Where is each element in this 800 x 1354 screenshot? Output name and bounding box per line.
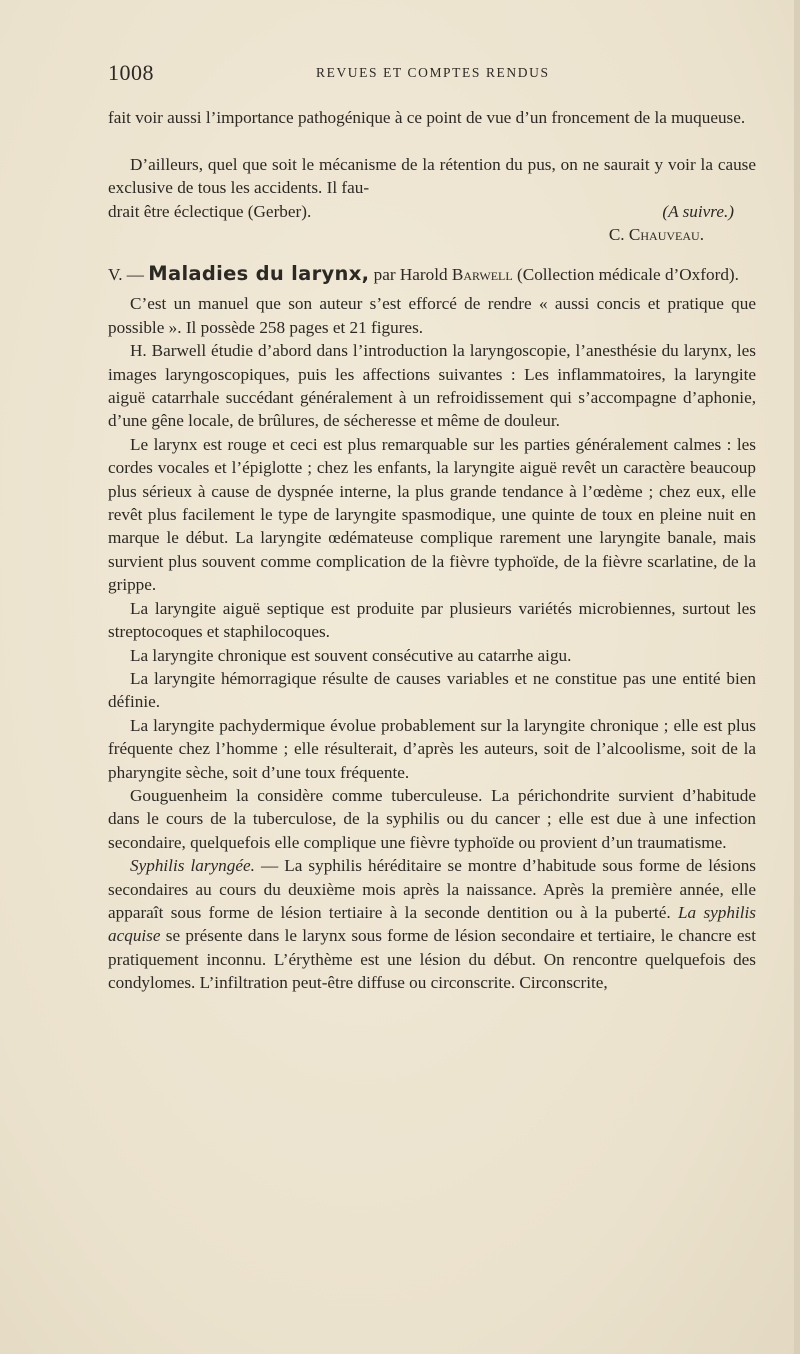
book-author: Barwell xyxy=(451,265,513,284)
signature-name: Chauveau. xyxy=(628,225,704,245)
paragraph-lead: D’ailleurs, quel que soit le mécanisme de la rétention du pus, on ne saurait y voir la cause exclusive de tous les accidents. Il fau- xyxy=(108,155,756,198)
paragraph: H. Barwell étudie d’abord dans l’introduction la laryngoscopie, l’anesthésie du larynx, les images laryngoscopiques, puis les affections suivantes : Les inflammatoires, la laryngite aiguë catarrhale succédant généralement à un refroidissement qui s’accompagne d’aphonie, d’une gêne locale, de brûlures, de sécheresse et même de douleur. xyxy=(108,341,756,431)
review-section xyxy=(108,262,756,995)
paragraph-text: se présente dans le larynx sous forme de lésion secondaire et tertiaire, le chancre est pratiquement inconnu. L’érythème est une lésion du début. On rencontre quelquefois des condylomes. L’infiltration peut-être diffuse ou circonscrite. Circonscrite, xyxy=(108,926,756,993)
page-number: 1008 xyxy=(108,60,154,85)
paragraph: La laryngite pachydermique évolue probablement sur la laryngite chronique ; elle est plus fréquente chez l’homme ; elle résulterait, d’après les auteurs, soit de l’alcoolisme, soit de la pharyngite sèche, soit d’une toux fréquente. xyxy=(108,715,756,782)
paragraph: La laryngite aiguë septique est produite par plusieurs variétés microbiennes, surtout les streptocoques et staphilocoques. xyxy=(108,598,756,642)
to-be-continued: (A suivre.) xyxy=(662,201,734,221)
heading-by: par Harold xyxy=(369,265,452,284)
paragraph: Gouguenheim la considère comme tuberculeuse. La périchondrite survient d’habitude dans le cours de la tuberculose, de la syphilis ou du cancer ; elle est due à une infection secondaire, quelquefois elle complique une fièvre typhoïde ou provient d’un traumatisme. xyxy=(108,785,756,852)
section-number: V. — xyxy=(108,265,149,284)
paragraph-text: — La syphilis héréditaire se montre d’habitude sous forme de lésions secondaires au cours du deuxième mois après la naissance. Après la première année, elle apparaît sous forme de lésion tertiaire à la seconde dentition ou à la puberté. xyxy=(108,856,756,922)
paragraph: Le larynx est rouge et ceci est plus remarquable sur les parties généralement calmes : les cordes vocales et l’épiglotte ; chez les enfants, la laryngite aiguë revêt un caractère beaucoup plus sérieux à cause de dyspnée interne, la plus grande tendance à l’œdème ; chez eux, elle revêt plus facilement le type de laryngite spasmodique, une quinte de toux en pleine nuit en marque le début. La laryngite œdémateuse complique rarement une laryngite banale, mais survient plus souvent comme complication de la fièvre typhoïde, de la fièvre scarlatine, de la grippe. xyxy=(108,434,756,595)
paragraph: La laryngite chronique est souvent consécutive au catarrhe aigu. xyxy=(130,645,572,665)
book-title: Maladies du larynx, xyxy=(148,262,370,285)
section-heading xyxy=(108,262,756,286)
reviewer-signature xyxy=(108,223,756,247)
paragraph xyxy=(108,153,756,200)
page-header xyxy=(108,58,754,88)
paragraph-tail: drait être éclectique (Gerber). xyxy=(108,201,312,221)
previous-review-para2 xyxy=(108,153,756,247)
signature-initial: C. xyxy=(608,225,629,245)
paragraph xyxy=(108,854,756,994)
previous-review-ending xyxy=(108,106,756,129)
book-collection: (Collection médicale d’Oxford). xyxy=(512,265,739,284)
page-edge xyxy=(794,0,800,1354)
paragraph: fait voir aussi l’importance pathogénique à ce point de vue d’un froncement de la muqueuse. xyxy=(108,108,746,127)
inline-term: La syphilis acquise xyxy=(108,902,756,946)
paragraph: C’est un manuel que son auteur s’est efforcé de rendre « aussi concis et pratique que possible ». Il possède 258 pages et 21 figures. xyxy=(108,294,756,337)
paragraph: La laryngite hémorragique résulte de causes variables et ne constitue pas une entité bien définie. xyxy=(108,668,756,712)
subheading: Syphilis laryngée. xyxy=(130,856,255,876)
para-tail-line xyxy=(108,200,756,223)
running-head: REVUES ET COMPTES RENDUS xyxy=(316,65,550,80)
